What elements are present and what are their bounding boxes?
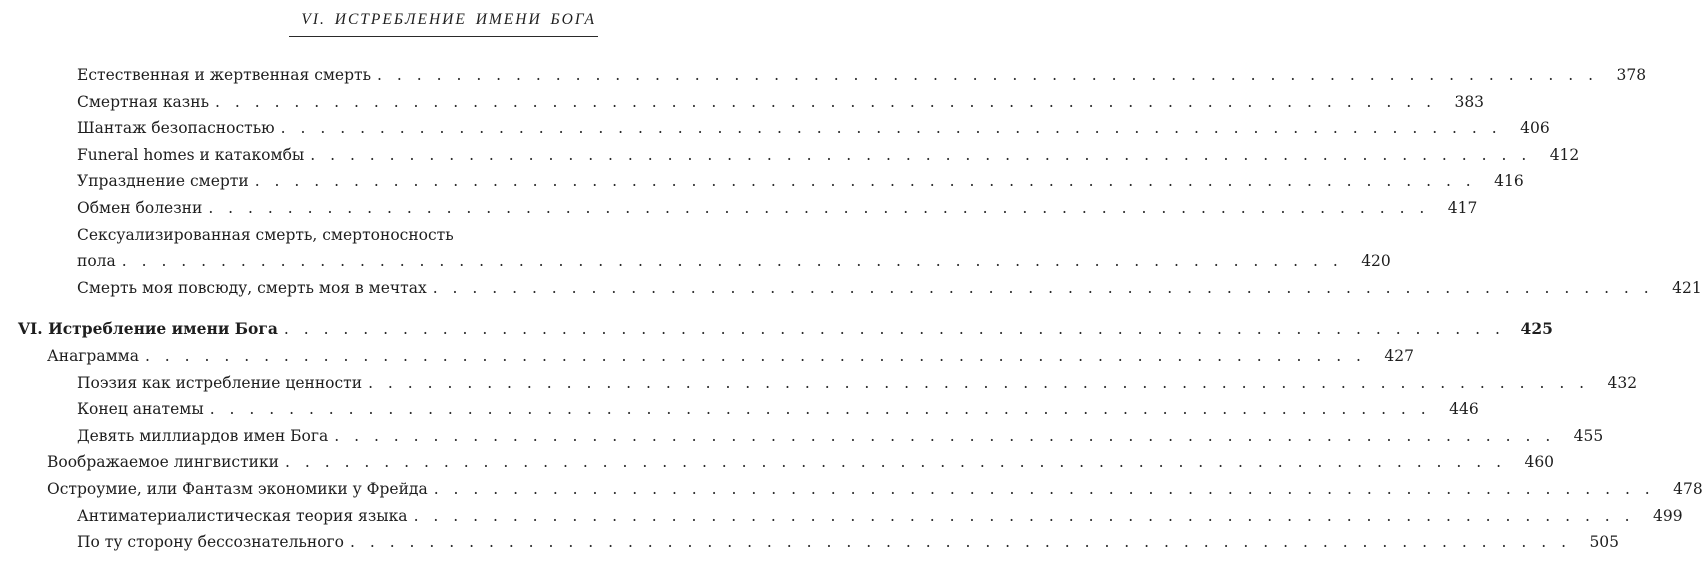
table-of-contents	[0, 62, 1703, 556]
toc-entry-page: 383	[1454, 92, 1485, 111]
toc-entry-page: 478	[1673, 479, 1703, 498]
toc-entry[interactable]	[0, 195, 1478, 222]
toc-entry-page: 406	[1520, 119, 1550, 138]
header-rule	[289, 36, 598, 37]
toc-entry-title: Упразднение смерти	[77, 168, 255, 195]
toc-leader-dots: . . . . . . . . . . . . . . . . . . . . . . . . . . . . . . . . . . . . . . . . . . . . . . . . . . . . . . . . . . . . . .	[209, 400, 1431, 419]
toc-entry[interactable]	[0, 529, 1620, 556]
toc-leader-dots: . . . . . . . . . . . . . . . . . . . . . . . . . . . . . . . . . . . . . . . . . . . . . . . . . . . . . . . . . . . . . .	[432, 278, 1654, 297]
toc-entry-title: Поэзия как истребление ценности	[77, 370, 368, 397]
toc-entry-page: 460	[1524, 453, 1555, 472]
toc-entry[interactable]	[0, 476, 1703, 503]
toc-entry-title: Funeral homes и катакомбы	[77, 142, 310, 169]
toc-leader-dots: . . . . . . . . . . . . . . . . . . . . . . . . . . . . . . . . . . . . . . . . . . . . . . . . . . . . . . . . . . . . . .	[433, 479, 1655, 498]
toc-entry-title: По ту сторону бессознательного	[77, 529, 350, 556]
toc-entry-title: Обмен болезни	[77, 195, 208, 222]
toc-entry-page: 446	[1449, 400, 1479, 419]
toc-leader-dots: . . . . . . . . . . . . . . . . . . . . . . . . . . . . . . . . . . . . . . . . . . . . . . . . . . . . . . . . . . . . . .	[144, 346, 1366, 365]
toc-leader-dots: . . . . . . . . . . . . . . . . . . . . . . . . . . . . . . . . . . . . . . . . . . . . . . . . . . . . . . . . . . . . . .	[280, 119, 1502, 138]
toc-entry[interactable]	[0, 423, 1604, 450]
toc-entry[interactable]	[0, 370, 1638, 397]
toc-entry-title: Смертная казнь	[77, 89, 215, 116]
toc-entry-wrapped[interactable]	[0, 222, 1391, 275]
toc-entry[interactable]	[0, 62, 1647, 89]
toc-entry-page: 420	[1361, 252, 1391, 271]
toc-entry[interactable]	[0, 275, 1702, 302]
toc-entry-title-line1: Сексуализированная смерть, смертоносность	[77, 225, 454, 244]
toc-entry-title-line2: пола	[77, 248, 122, 275]
toc-leader-dots: . . . . . . . . . . . . . . . . . . . . . . . . . . . . . . . . . . . . . . . . . . . . . . . . . . . . . . . . . . . . . .	[413, 506, 1635, 525]
toc-leader-dots: . . . . . . . . . . . . . . . . . . . . . . . . . . . . . . . . . . . . . . . . . . . . . . . . . . . . . . . . . . . . . .	[377, 66, 1599, 84]
toc-leader-dots: . . . . . . . . . . . . . . . . . . . . . . . . . . . . . . . . . . . . . . . . . . . . . . . . . . . . . . . . . . . . . .	[254, 172, 1476, 191]
toc-entry[interactable]	[0, 115, 1550, 142]
toc-entry-page: 378	[1616, 66, 1647, 84]
toc-entry-page: 505	[1589, 533, 1620, 552]
toc-leader-dots: . . . . . . . . . . . . . . . . . . . . . . . . . . . . . . . . . . . . . . . . . . . . . . . . . . . . . . . . . . . . . .	[334, 426, 1556, 445]
toc-entry-title: Шантаж безопасностью	[77, 115, 281, 142]
toc-entry-title: Воображаемое лингвистики	[47, 449, 285, 476]
toc-entry-title: Анаграмма	[47, 343, 145, 370]
toc-chapter-entry[interactable]	[0, 316, 1553, 343]
toc-leader-dots: . . . . . . . . . . . . . . . . . . . . . . . . . . . . . . . . . . . . . . . . . . . . . . . . . . . . . . . . . . . . . .	[215, 92, 1437, 111]
toc-entry-page: 432	[1607, 373, 1638, 392]
toc-entry-title: Антиматериалистическая теория языка	[77, 503, 414, 530]
toc-entry[interactable]	[0, 396, 1479, 423]
toc-entry[interactable]	[0, 449, 1555, 476]
toc-leader-dots: . . . . . . . . . . . . . . . . . . . . . . . . . . . . . . . . . . . . . . . . . . . . . . . . . . . . . . . . . . . . . .	[285, 453, 1507, 472]
toc-entry-title: Конец анатемы	[77, 396, 210, 423]
toc-leader-dots: . . . . . . . . . . . . . . . . . . . . . . . . . . . . . . . . . . . . . . . . . . . . . . . . . . . . . . . . . . . . . .	[310, 145, 1532, 164]
toc-entry[interactable]	[0, 343, 1414, 370]
toc-entry-title: Смерть моя повсюду, смерть моя в мечтах	[77, 275, 433, 302]
toc-leader-dots: . . . . . . . . . . . . . . . . . . . . . . . . . . . . . . . . . . . . . . . . . . . . . . . . . . . . . . . . . . . . . .	[208, 198, 1430, 217]
toc-entry-title: Естественная и жертвенная смерть	[77, 62, 377, 89]
toc-leader-dots: . . . . . . . . . . . . . . . . . . . . . . . . . . . . . . . . . . . . . . . . . . . . . . . . . . . . . . . . . . . . . .	[283, 320, 1505, 339]
toc-entry-page: 416	[1494, 172, 1524, 191]
toc-entry-page: 417	[1447, 198, 1478, 217]
toc-entry[interactable]	[0, 89, 1485, 116]
toc-entry-page: 499	[1653, 506, 1683, 525]
toc-entry-title: Остроумие, или Фантазм экономики у Фрейда	[47, 476, 434, 503]
toc-leader-dots: . . . . . . . . . . . . . . . . . . . . . . . . . . . . . . . . . . . . . . . . . . . . . . . . . . . . . . . . . . . . . .	[350, 533, 1572, 552]
toc-chapter-page: 425	[1520, 319, 1553, 339]
toc-chapter-title: VI. Истребление имени Бога	[18, 316, 284, 343]
toc-entry-page: 421	[1672, 278, 1702, 297]
toc-entry-page: 427	[1384, 346, 1414, 365]
toc-entry[interactable]	[0, 142, 1580, 169]
toc-entry[interactable]	[0, 503, 1683, 530]
toc-entry[interactable]	[0, 168, 1524, 195]
toc-leader-dots: . . . . . . . . . . . . . . . . . . . . . . . . . . . . . . . . . . . . . . . . . . . . . . . . . . . . . . . . . . . . . .	[121, 252, 1343, 271]
toc-entry-title: Девять миллиардов имен Бога	[77, 423, 334, 450]
toc-entry-page: 455	[1573, 426, 1604, 445]
running-header: VI. ИСТРЕБЛЕНИЕ ИМЕНИ БОГА	[301, 11, 596, 28]
toc-leader-dots: . . . . . . . . . . . . . . . . . . . . . . . . . . . . . . . . . . . . . . . . . . . . . . . . . . . . . . . . . . . . . .	[368, 373, 1590, 392]
toc-entry-page: 412	[1549, 145, 1580, 164]
